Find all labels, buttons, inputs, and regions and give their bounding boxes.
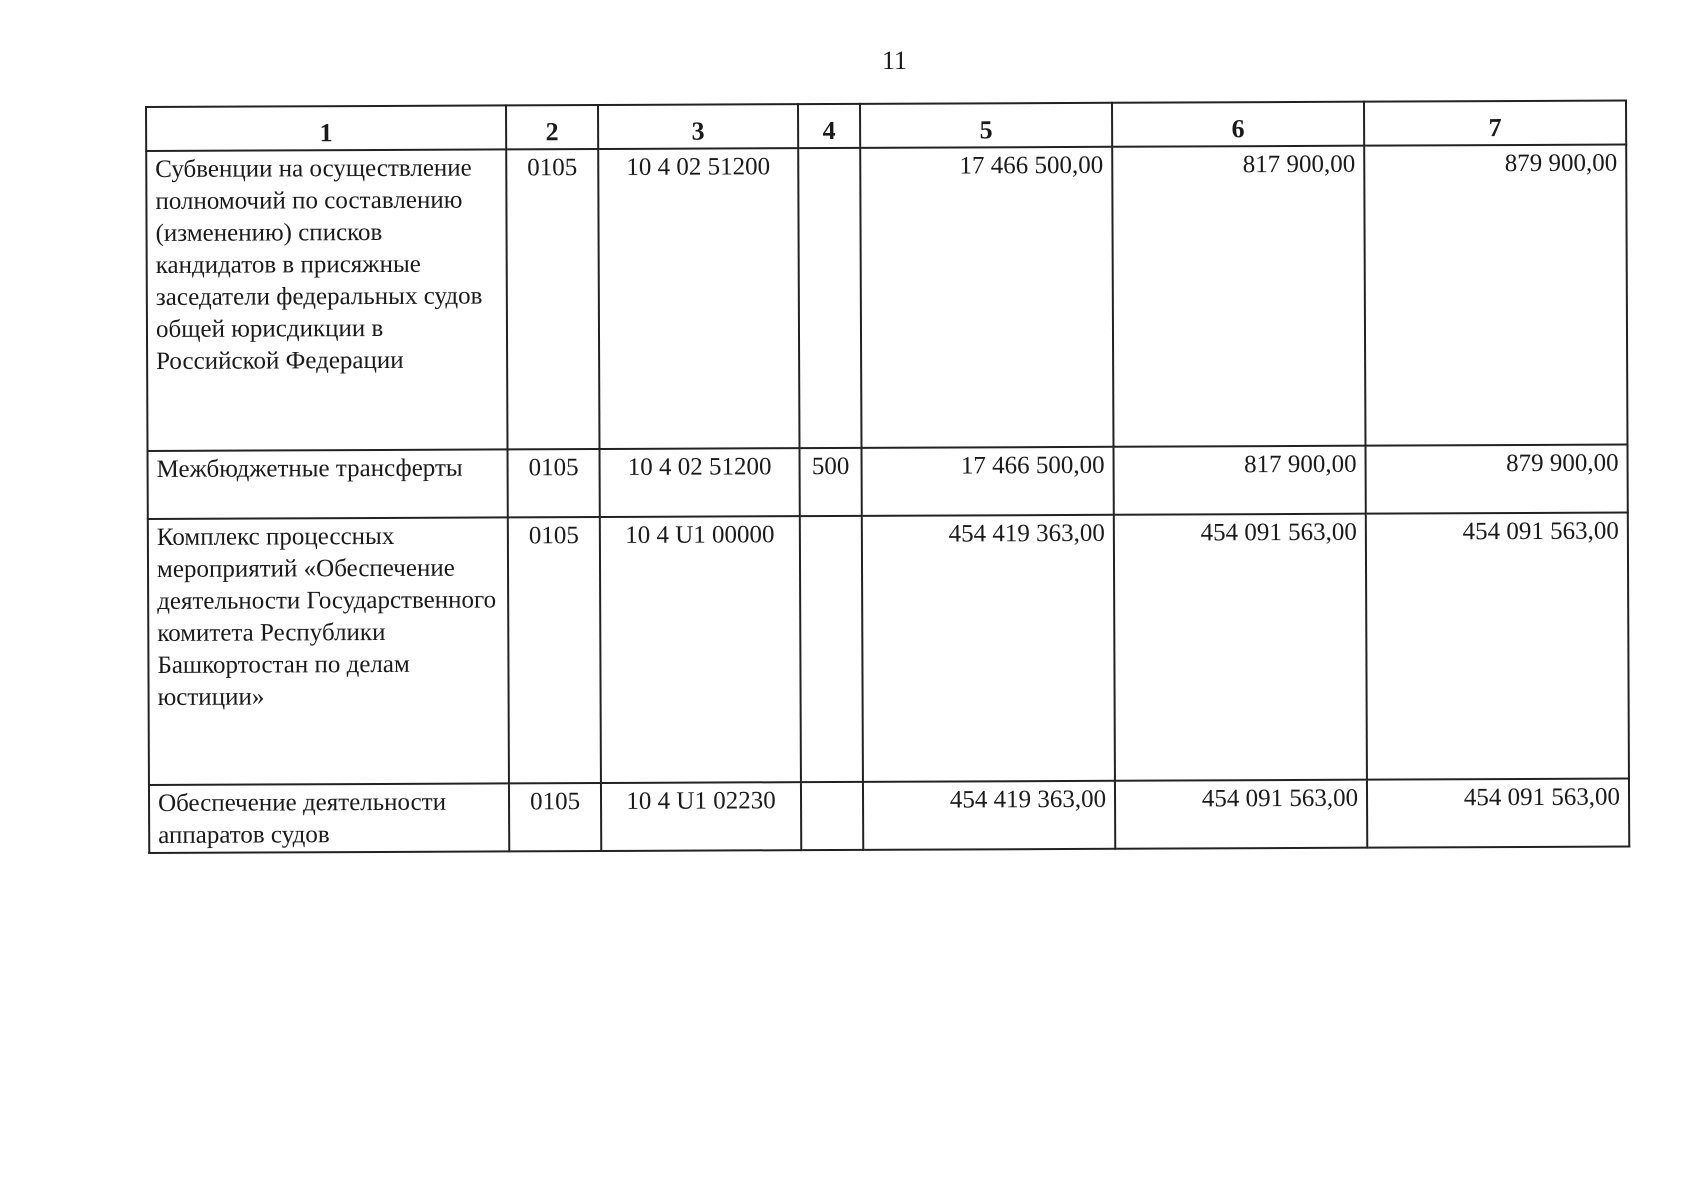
table-row (149, 779, 1629, 853)
column-header-1: 1 (146, 105, 506, 151)
row-sum7-cell: 879 900,00 (1364, 145, 1627, 446)
row-sum7-cell: 454 091 563,00 (1366, 513, 1629, 780)
table-row (148, 445, 1628, 519)
row-expense-type-cell: 500 (799, 448, 861, 516)
column-header-3: 3 (598, 104, 798, 149)
column-header-2: 2 (506, 105, 598, 149)
table-row (146, 145, 1627, 451)
row-sum6-cell: 454 091 563,00 (1114, 514, 1367, 781)
row-sum5-cell: 17 466 500,00 (861, 447, 1113, 516)
row-section-cell: 0105 (508, 517, 601, 783)
row-sum7-cell: 879 900,00 (1365, 445, 1627, 514)
row-target-cell: 10 4 02 51200 (598, 148, 799, 449)
page-number: 11 (881, 46, 908, 75)
row-sum5-cell: 454 419 363,00 (863, 781, 1115, 850)
budget-table (145, 100, 1630, 854)
row-sum5-cell: 454 419 363,00 (862, 515, 1115, 782)
row-expense-type-cell (798, 148, 861, 448)
row-expense-type-cell (800, 516, 863, 782)
column-header-6: 6 (1112, 102, 1364, 147)
row-name-cell: Обеспечение деятельности аппаратов судов (149, 783, 509, 853)
row-section-cell: 0105 (506, 149, 599, 449)
row-name-cell: Субвенции на осуществление полномочий по составлению (изменению) списков кандидатов в присяжные заседатели федеральных судов общей юрисдикции в Российской Федерации (146, 149, 507, 451)
column-header-4: 4 (798, 104, 860, 148)
column-header-7: 7 (1364, 101, 1626, 146)
column-header-5: 5 (860, 103, 1112, 148)
row-name-cell: Комплекс процессных мероприятий «Обеспечение деятельности Государственного комитета Республики Башкортостан по делам юстиции» (148, 517, 509, 785)
row-sum6-cell: 817 900,00 (1112, 146, 1365, 447)
row-sum5-cell: 17 466 500,00 (860, 147, 1113, 448)
row-sum6-cell: 454 091 563,00 (1115, 780, 1367, 849)
row-section-cell: 0105 (509, 783, 601, 851)
table-header-row (146, 101, 1626, 151)
row-section-cell: 0105 (508, 449, 600, 517)
row-expense-type-cell (801, 782, 863, 850)
row-target-cell: 10 4 U1 00000 (600, 516, 801, 783)
table-row (148, 513, 1629, 785)
row-sum7-cell: 454 091 563,00 (1367, 779, 1629, 848)
row-name-cell: Межбюджетные трансферты (148, 449, 508, 519)
row-target-cell: 10 4 02 51200 (600, 448, 800, 517)
row-target-cell: 10 4 U1 02230 (601, 782, 801, 851)
row-sum6-cell: 817 900,00 (1113, 446, 1365, 515)
